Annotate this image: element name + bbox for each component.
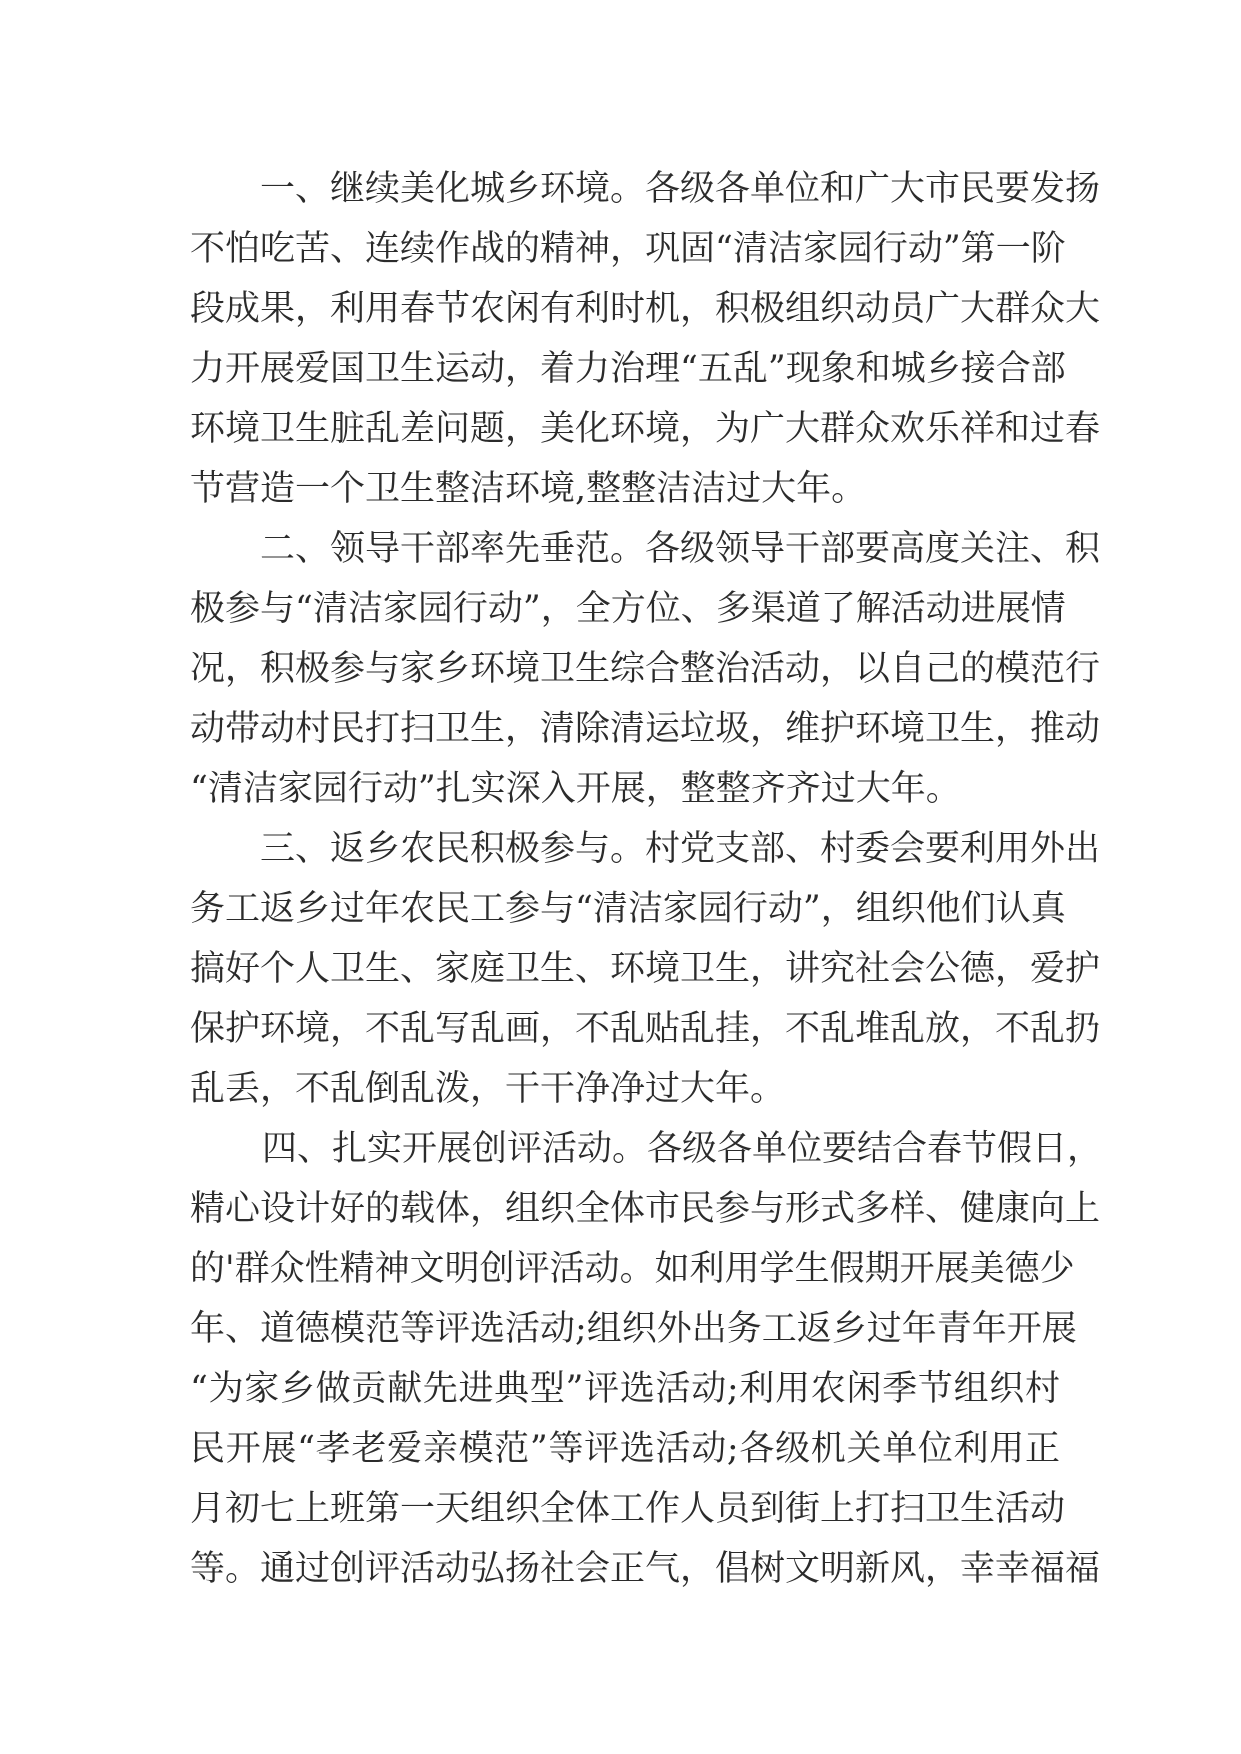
text-line: 力开展爱国卫生运动，着力治理“五乱”现象和城乡接合部 — [190, 349, 1066, 389]
paragraph-leaders-example — [190, 519, 1101, 819]
text-line: 段成果，利用春节农闲有利时机，积极组织动员广大群众大 — [190, 289, 1101, 329]
text-line: 三、返乡农民积极参与。村党支部、村委会要利用外出 — [260, 829, 1101, 869]
text-line: 民开展“孝老爱亲模范”等评选活动;各级机关单位利用正 — [190, 1429, 1060, 1469]
text-line: 况，积极参与家乡环境卫生综合整治活动，以自己的模范行 — [190, 649, 1101, 689]
text-line: 一、继续美化城乡环境。各级各单位和广大市民要发扬 — [260, 169, 1101, 209]
text-line: 月初七上班第一天组织全体工作人员到街上打扫卫生活动 — [190, 1489, 1066, 1529]
text-line: 四、扎实开展创评活动。各级各单位要结合春节假日， — [262, 1129, 1103, 1169]
paragraph-returning-farmers — [190, 819, 1101, 1119]
paragraph-evaluation-activities — [190, 1119, 1103, 1599]
text-line: 环境卫生脏乱差问题，美化环境，为广大群众欢乐祥和过春 — [190, 409, 1101, 449]
text-line: 的'群众性精神文明创评活动。如利用学生假期开展美德少 — [190, 1249, 1075, 1289]
text-line: 二、领导干部率先垂范。各级领导干部要高度关注、积 — [260, 529, 1101, 569]
text-line: “为家乡做贡献先进典型”评选活动;利用农闲季节组织村 — [190, 1369, 1060, 1409]
paragraph-beautify-environment — [190, 159, 1101, 519]
text-line: 搞好个人卫生、家庭卫生、环境卫生，讲究社会公德，爱护 — [190, 949, 1101, 989]
text-line: 不怕吃苦、连续作战的精神，巩固“清洁家园行动”第一阶 — [190, 229, 1066, 269]
text-line: 节营造一个卫生整洁环境,整整洁洁过大年。 — [190, 469, 867, 509]
text-line: 年、道德模范等评选活动;组织外出务工返乡过年青年开展 — [190, 1309, 1077, 1349]
text-line: 等。通过创评活动弘扬社会正气，倡树文明新风，幸幸福福 — [190, 1549, 1101, 1589]
text-line: 保护环境，不乱写乱画，不乱贴乱挂，不乱堆乱放，不乱扔 — [190, 1009, 1101, 1049]
text-line: 精心设计好的载体，组织全体市民参与形式多样、健康向上 — [190, 1189, 1101, 1229]
document-body — [190, 159, 1103, 1599]
text-line: 乱丢，不乱倒乱泼，干干净净过大年。 — [190, 1069, 786, 1109]
text-line: 务工返乡过年农民工参与“清洁家园行动”，组织他们认真 — [190, 889, 1066, 929]
text-line: “清洁家园行动”扎实深入开展，整整齐齐过大年。 — [190, 769, 961, 809]
text-line: 极参与“清洁家园行动”，全方位、多渠道了解活动进展情 — [190, 589, 1066, 629]
text-line: 动带动村民打扫卫生，清除清运垃圾，维护环境卫生，推动 — [190, 709, 1101, 749]
